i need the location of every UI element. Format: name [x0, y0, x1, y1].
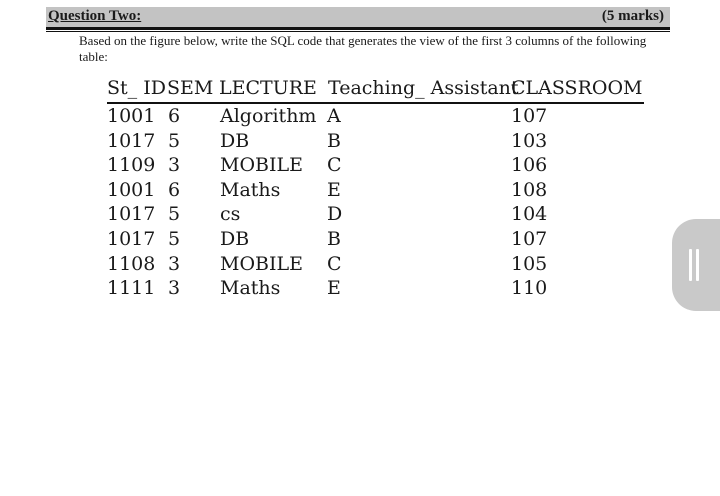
cell-sem: 5 — [168, 227, 181, 250]
question-instruction: Based on the figure below, write the SQL code that generates the view of the first 3 columns of the following table: — [79, 33, 647, 64]
question-title: Question Two: — [48, 8, 142, 24]
cell-classroom: 105 — [511, 252, 548, 275]
table-row — [107, 179, 644, 204]
cell-classroom: 110 — [511, 277, 548, 300]
header-classroom: CLASSROOM — [511, 77, 643, 99]
cell-st-id: 1108 — [107, 252, 156, 275]
cell-classroom: 108 — [511, 178, 548, 201]
cell-sem: 5 — [168, 129, 181, 152]
cell-sem: 3 — [168, 154, 181, 177]
cell-teaching-assistant: B — [327, 227, 341, 250]
table-header-row — [107, 77, 644, 101]
cell-teaching-assistant: E — [327, 178, 341, 201]
cell-st-id: 1017 — [107, 227, 156, 250]
cell-lecture: Maths — [220, 277, 281, 300]
cell-teaching-assistant: B — [327, 129, 341, 152]
cell-classroom: 106 — [511, 154, 548, 177]
cell-teaching-assistant: C — [327, 154, 342, 177]
cell-st-id: 1001 — [107, 105, 156, 127]
cell-sem: 5 — [168, 203, 181, 226]
side-scroll-handle[interactable] — [672, 219, 720, 311]
cell-teaching-assistant: E — [327, 277, 341, 300]
cell-st-id: 1109 — [107, 154, 156, 177]
cell-st-id: 1017 — [107, 129, 156, 152]
header-rule-thin — [46, 31, 670, 32]
header-underline — [107, 102, 644, 104]
cell-sem: 3 — [168, 277, 181, 300]
header-st-id: St_ ID — [107, 77, 166, 99]
cell-lecture: Algorithm — [220, 105, 317, 127]
header-rule-thick — [46, 27, 670, 30]
cell-classroom: 103 — [511, 129, 548, 152]
cell-lecture: MOBILE — [220, 154, 303, 177]
header-lecture: LECTURE — [219, 77, 317, 99]
table-row — [107, 253, 644, 278]
cell-classroom: 107 — [511, 105, 548, 127]
cell-sem: 3 — [168, 252, 181, 275]
cell-sem: 6 — [168, 178, 181, 201]
cell-teaching-assistant: D — [327, 203, 343, 226]
question-marks: (5 marks) — [601, 8, 664, 24]
cell-st-id: 1017 — [107, 203, 156, 226]
header-sem: SEM — [167, 77, 214, 99]
cell-teaching-assistant: C — [327, 252, 342, 275]
table-row — [107, 130, 644, 155]
table-row — [107, 154, 644, 179]
cell-st-id: 1001 — [107, 178, 156, 201]
cell-st-id: 1111 — [107, 277, 156, 300]
table-row — [107, 105, 644, 130]
cell-classroom: 104 — [511, 203, 548, 226]
data-table — [107, 77, 644, 300]
cell-teaching-assistant: A — [327, 105, 341, 127]
question-header-bar — [46, 7, 670, 27]
cell-lecture: DB — [220, 227, 250, 250]
cell-lecture: cs — [220, 203, 241, 226]
cell-lecture: MOBILE — [220, 252, 303, 275]
cell-lecture: DB — [220, 129, 250, 152]
table-row — [107, 203, 644, 228]
table-row — [107, 277, 644, 302]
header-teaching-assistant: Teaching_ Assistant — [328, 77, 519, 99]
table-body — [107, 105, 644, 302]
table-row — [107, 228, 644, 253]
cell-sem: 6 — [168, 105, 181, 127]
cell-classroom: 107 — [511, 227, 548, 250]
cell-lecture: Maths — [220, 178, 281, 201]
